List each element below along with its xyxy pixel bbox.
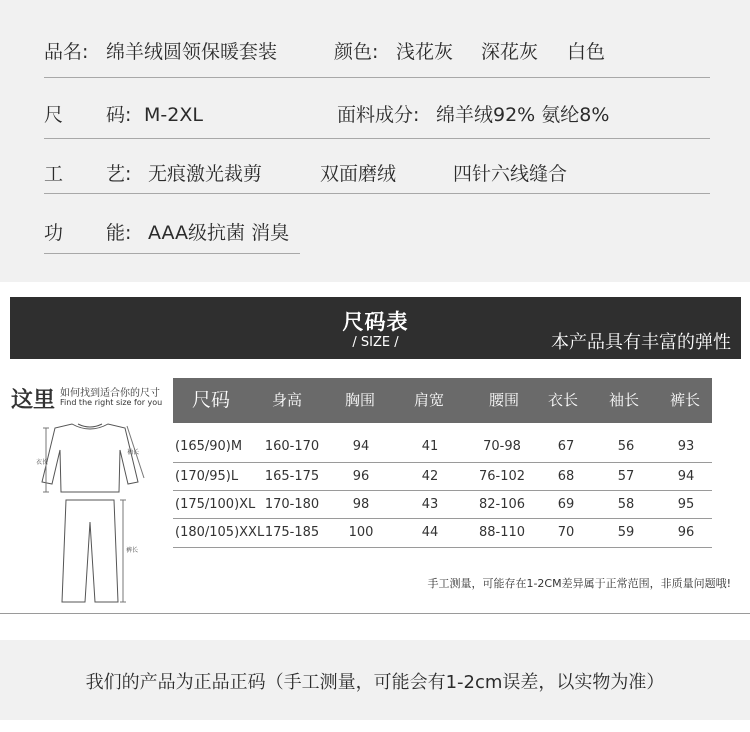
divider	[44, 253, 300, 254]
spec-size-label-a: 尺	[44, 104, 64, 126]
cell-sleeve: 59	[617, 525, 635, 540]
cell-sleeve: 58	[617, 497, 635, 512]
guide-en: Find the right size for you	[60, 398, 163, 407]
size-chart-subtitle: / SIZE /	[352, 335, 399, 350]
cell-pants-length: 95	[677, 497, 695, 512]
spec-color-2: 深花灰	[481, 41, 539, 63]
spec-craft-2: 双面磨绒	[320, 163, 397, 185]
cell-height: 175-185	[264, 525, 320, 540]
header-pants-length: 裤长	[669, 391, 701, 409]
spec-fabric-label: 面料成分:	[337, 104, 420, 126]
spec-func-label-b: 能:	[106, 222, 132, 244]
cell-waist: 82-106	[478, 497, 526, 512]
cell-size: (170/95)L	[175, 469, 239, 484]
cell-shoulder: 43	[421, 497, 439, 512]
size-table-header	[173, 378, 712, 423]
cell-size: (175/100)XL	[175, 497, 256, 512]
spec-craft-3: 四针六线缝合	[453, 163, 568, 185]
spec-row-function	[44, 221, 724, 245]
header-chest: 胸围	[344, 391, 376, 409]
cell-chest: 94	[352, 439, 370, 454]
size-chart-banner	[10, 297, 741, 359]
footer-text: 我们的产品为正品正码（手工测量，可能会有1-2cm误差，以实物为准）	[85, 672, 665, 693]
spec-func-value: AAA级抗菌 消臭	[148, 222, 290, 244]
cell-top-length: 68	[557, 469, 575, 484]
cell-height: 170-180	[264, 497, 320, 512]
spec-row-name	[44, 40, 724, 64]
cell-waist: 88-110	[478, 525, 526, 540]
spec-row-craft	[44, 162, 724, 186]
footer-panel	[0, 640, 750, 720]
cell-chest: 98	[352, 497, 370, 512]
cell-height: 165-175	[264, 469, 320, 484]
table-row	[173, 463, 712, 491]
header-sleeve: 袖长	[608, 391, 640, 409]
spec-craft-label-a: 工	[44, 163, 64, 185]
table-row	[173, 491, 712, 519]
spec-craft-label-b: 艺:	[106, 163, 132, 185]
spec-size-label-b: 码:	[106, 104, 132, 126]
measurement-note: 手工测量，可能存在1-2CM差异属于正常范围，非质量问题哦!	[427, 577, 731, 590]
cell-chest: 96	[352, 469, 370, 484]
cell-sleeve: 57	[617, 469, 635, 484]
header-height: 身高	[271, 391, 303, 409]
divider	[44, 77, 710, 78]
table-row	[173, 433, 712, 461]
cell-shoulder: 42	[421, 469, 439, 484]
spec-color-3: 白色	[567, 41, 606, 63]
divider	[44, 138, 710, 139]
cell-top-length: 70	[557, 525, 575, 540]
pants-length-label: 裤长	[126, 547, 139, 554]
section-divider	[0, 613, 750, 614]
cell-chest: 100	[348, 525, 374, 540]
spec-row-size	[44, 103, 724, 127]
spec-panel	[0, 0, 750, 282]
cell-sleeve: 56	[617, 439, 635, 454]
header-size: 尺码	[191, 389, 231, 411]
guide-heading: 这里	[11, 388, 56, 413]
sleeve-length-label: 袖长	[127, 449, 140, 456]
cell-pants-length: 93	[677, 439, 695, 454]
spec-name-value: 绵羊绒圆领保暖套装	[106, 41, 278, 63]
cell-pants-length: 96	[677, 525, 695, 540]
cell-height: 160-170	[264, 439, 320, 454]
spec-func-label-a: 功	[44, 222, 64, 244]
cell-waist: 70-98	[483, 439, 521, 454]
cell-shoulder: 44	[421, 525, 439, 540]
divider	[44, 193, 710, 194]
cell-size: (180/105)XXL	[175, 525, 265, 540]
spec-size-value: M-2XL	[144, 104, 203, 126]
row-divider	[173, 547, 712, 548]
cell-waist: 76-102	[478, 469, 526, 484]
elasticity-note: 本产品具有丰富的弹性	[551, 332, 731, 353]
shirt-length-label: 衣长	[36, 459, 49, 466]
size-chart-title: 尺码表	[342, 310, 409, 334]
spec-color-label: 颜色:	[334, 41, 379, 63]
spec-fabric-value: 绵羊绒92% 氨纶8%	[436, 104, 610, 126]
spec-craft-1: 无痕激光裁剪	[148, 163, 263, 185]
guide-cn: 如何找到适合你的尺寸	[60, 388, 160, 399]
table-row	[173, 519, 712, 547]
spec-color-1: 浅花灰	[396, 41, 454, 63]
cell-pants-length: 94	[677, 469, 695, 484]
header-waist: 腰围	[488, 391, 520, 409]
garment-diagram	[20, 412, 160, 612]
cell-top-length: 69	[557, 497, 575, 512]
spec-name-label: 品名:	[44, 41, 89, 63]
cell-top-length: 67	[557, 439, 575, 454]
header-top-length: 衣长	[547, 391, 579, 409]
cell-size: (165/90)M	[175, 439, 243, 454]
cell-shoulder: 41	[421, 439, 439, 454]
header-shoulder: 肩宽	[413, 391, 445, 409]
